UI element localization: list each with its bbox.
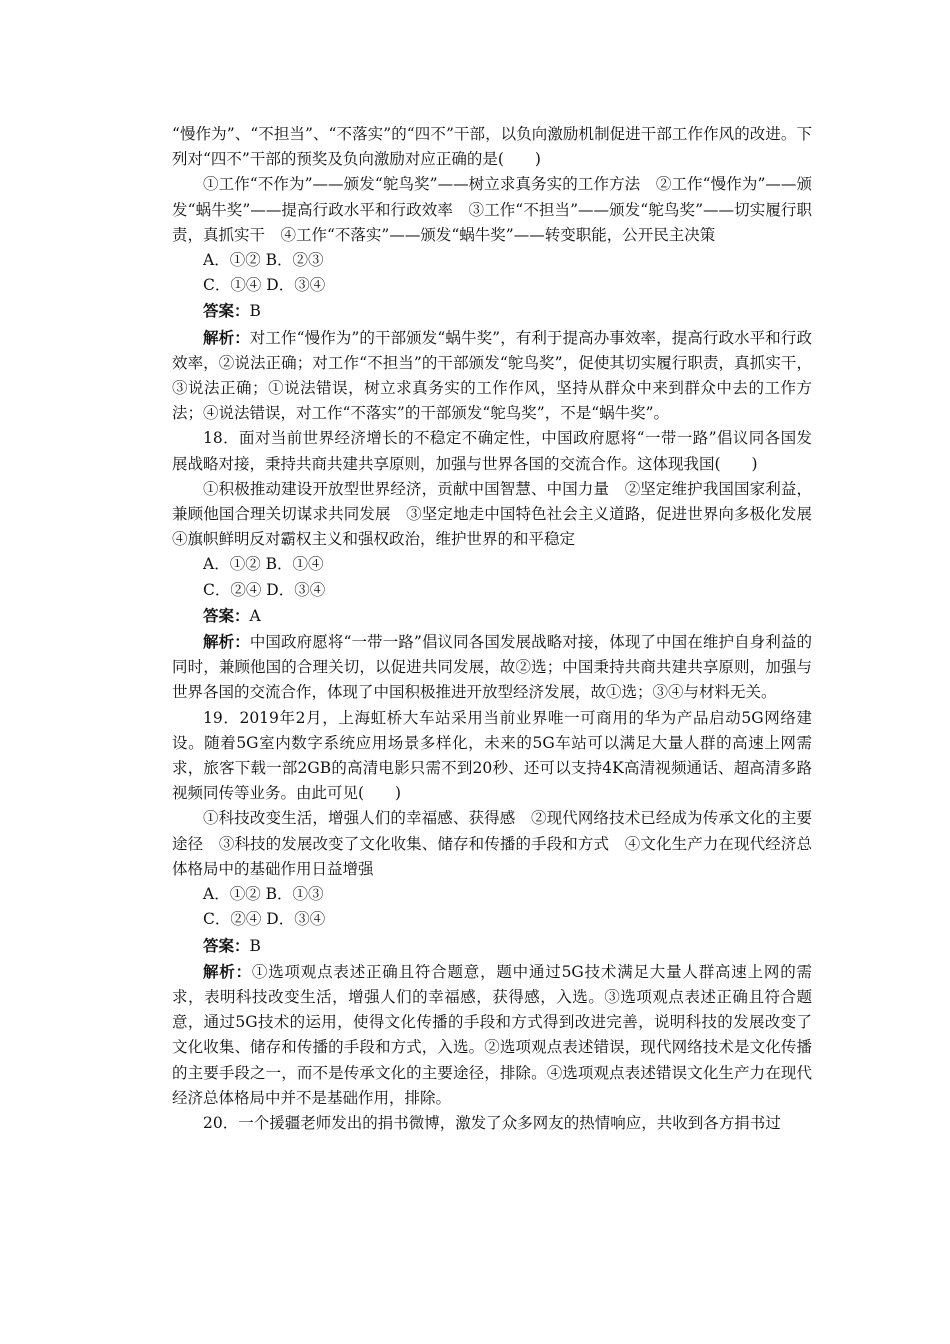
q18-answer-value: A bbox=[249, 606, 261, 625]
q18-analysis bbox=[172, 629, 812, 706]
q19-analysis-label: 解析： bbox=[203, 961, 252, 981]
q19-answer-value: B bbox=[249, 936, 261, 955]
q18-answer bbox=[172, 603, 812, 629]
q17-options-row1: A．①② B．②③ bbox=[203, 251, 324, 270]
q18-analysis-label: 解析： bbox=[203, 632, 250, 652]
q18-analysis-text: 中国政府愿将“一带一路”倡议同各国发展战略对接，体现了中国在维护自身利益的同时，兼顾他国的合理关切，以促进共同发展，故②选；中国秉持共商共建共享原则，加强与世界各国的交流合作，体现了中国积极推进开放型经济发展，故①选；③④与材料无关。 bbox=[172, 633, 812, 702]
q17-answer-value: B bbox=[249, 302, 261, 321]
q18-stem: 18．面对当前世界经济增长的不稳定不确定性，中国政府愿将“一带一路”倡议同各国发展战略对接，秉持共商共建共享原则，加强与世界各国的交流合作。这体现我国( ) bbox=[172, 429, 812, 473]
q17-answer bbox=[172, 298, 812, 324]
q17-options-row2: C．①④ D．③④ bbox=[203, 276, 326, 295]
q19-analysis bbox=[172, 959, 812, 1111]
q17-analysis-label: 解析： bbox=[203, 327, 250, 347]
q19-answer-label: 答案： bbox=[203, 935, 250, 955]
q17-analysis bbox=[172, 325, 812, 427]
q19-options-row2: C．②④ D．③④ bbox=[203, 910, 326, 929]
q19-analysis-text: ①选项观点表述正确且符合题意，题中通过5G技术满足大量人群高速上网的需求，表明科技改变生活，增强人们的幸福感，获得感，入选。③选项观点表述正确且符合题意，通过5G技术的运用，使得文化传播的手段和方式得到改进完善，说明科技的发展改变了文化收集、储存和传播的手段和方式，入选。②选项观点表述错误，现代网络技术是文化传播的主要手段之一，而不是传承文化的主要途径，排除。④选项观点表述错误文化生产力在现代经济总体格局中并不是基础作用，排除。 bbox=[172, 962, 812, 1107]
q18-options-row2: C．②④ D．③④ bbox=[203, 580, 326, 599]
q19-options-row1: A．①② B．①③ bbox=[203, 885, 324, 904]
q18-answer-label: 答案： bbox=[203, 605, 250, 625]
q18-options-row1: A．①② B．①④ bbox=[203, 555, 324, 574]
q17-stem: “慢作为”、“不担当”、“不落实”的“四不”干部，以负向激励机制促进干部工作作风的改进。下列对“四不”干部的预奖及负向激励对应正确的是( ) bbox=[172, 125, 812, 169]
q18-statements: ①积极推动建设开放型世界经济，贡献中国智慧、中国力量 ②坚定维护我国国家利益，兼顾他国合理关切谋求共同发展 ③坚定地走中国特色社会主义道路，促进世界向多极化发展 ④旗帜鲜明反对霸权主义和强权政治，维护世界的和平稳定 bbox=[172, 479, 828, 549]
q19-answer bbox=[172, 933, 812, 959]
q17-answer-label: 答案： bbox=[203, 301, 250, 321]
q17-statements: ①工作“不作为”——颁发“鸵鸟奖”——树立求真务实的工作方法 ②工作“慢作为”——颁发“蜗牛奖”——提高行政水平和行政效率 ③工作“不担当”——颁发“鸵鸟奖”——切实履行职责，真抓实干 ④工作“不落实”——颁发“蜗牛奖”——转变职能，公开民主决策 bbox=[172, 175, 812, 244]
q20-stem: 20．一个援疆老师发出的捐书微博，激发了众多网友的热情响应，共收到各方捐书过 bbox=[203, 1113, 781, 1132]
q17-analysis-text: 对工作“慢作为”的干部颁发“蜗牛奖”，有利于提高办事效率，提高行政水平和行政效率，②说法正确；对工作“不担当”的干部颁发“鸵鸟奖”，促使其切实履行职责，真抓实干，③说法正确；①说法错误，树立求真务实的工作作风，坚持从群众中来到群众中去的工作方法；④说法错误，对工作“不落实”的干部颁发“鸵鸟奖”，不是“蜗牛奖”。 bbox=[172, 328, 812, 423]
q19-statements: ①科技改变生活，增强人们的幸福感、获得感 ②现代网络技术已经成为传承文化的主要途径 ③科技的发展改变了文化收集、储存和传播的手段和方式 ④文化生产力在现代经济总体格局中的基础作用日益增强 bbox=[172, 809, 812, 878]
q19-stem: 19．2019年2月，上海虹桥大车站采用当前业界唯一可商用的华为产品启动5G网络建设。随着5G室内数字系统应用场景多样化，未来的5G车站可以满足大量人群的高速上网需求，旅客下载一部2GB的高清电影只需不到20秒、还可以支持4K高清视频通话、超高清多路视频同传等业务。由此可见( ) bbox=[172, 708, 812, 803]
document-body bbox=[172, 122, 828, 1136]
